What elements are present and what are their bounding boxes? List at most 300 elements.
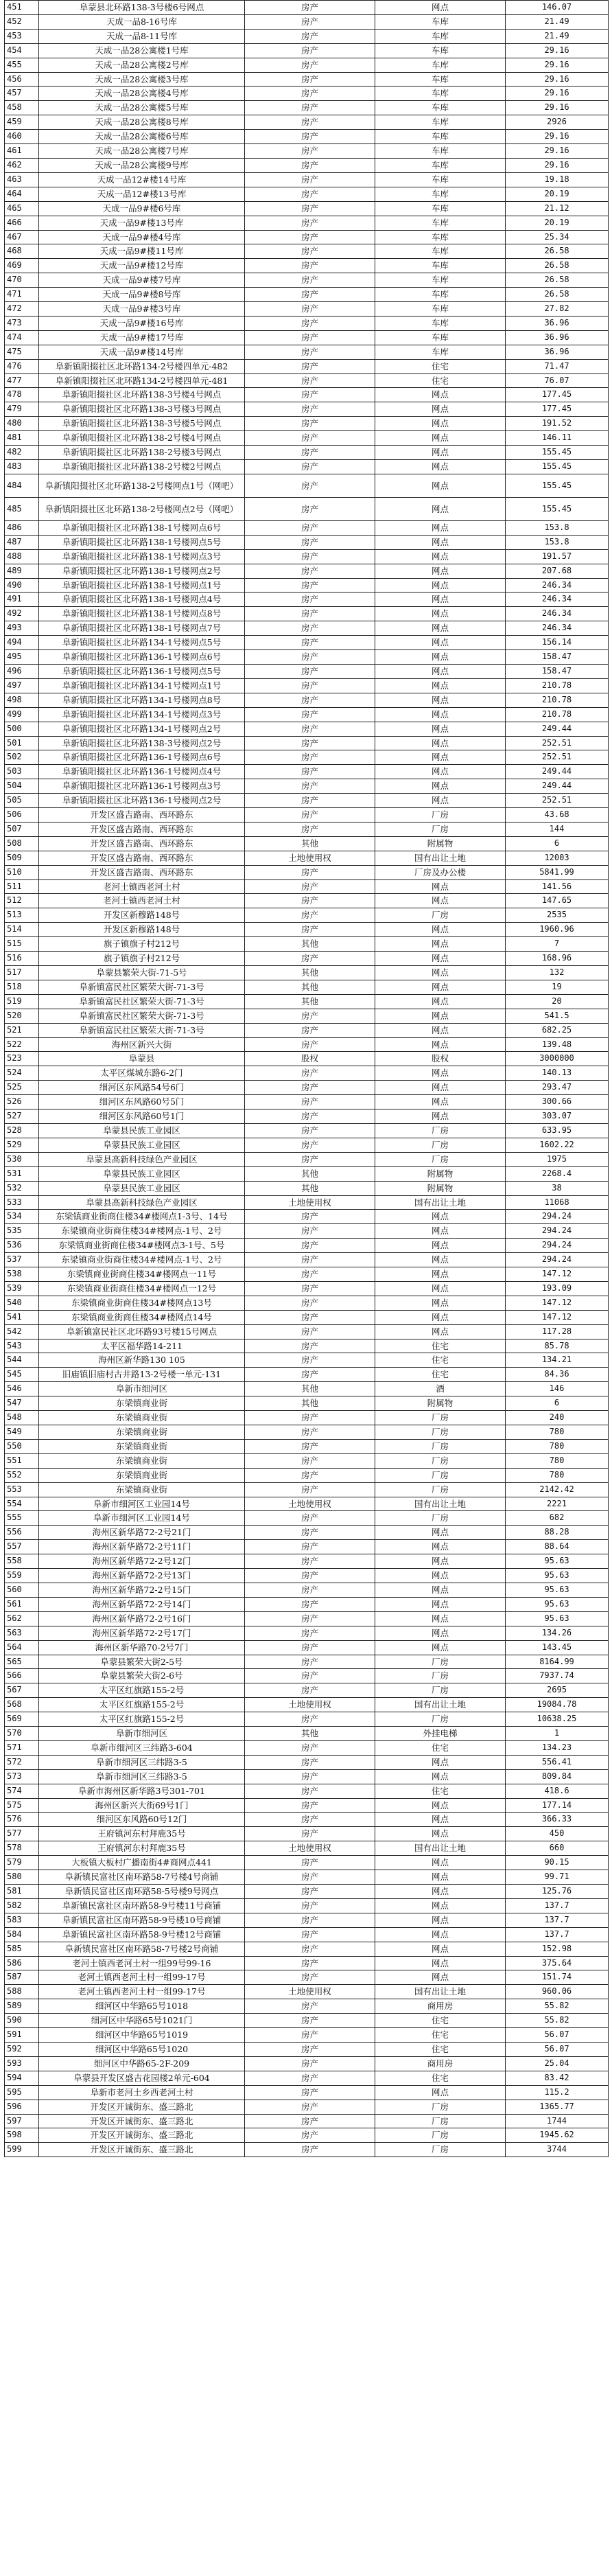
asset-location: 阜新镇民富社区南环路58-9号楼10号商铺 [39, 1913, 245, 1927]
row-number: 513 [5, 908, 39, 923]
row-number: 548 [5, 1411, 39, 1425]
asset-location: 开发区开诚街东、盛三路北 [39, 2100, 245, 2114]
row-number: 514 [5, 923, 39, 937]
table-row [5, 1611, 609, 1626]
asset-type: 房产 [245, 130, 375, 144]
row-number: 457 [5, 87, 39, 101]
asset-area: 95.63 [506, 1583, 609, 1597]
asset-area: 26.58 [506, 288, 609, 302]
asset-location: 王府镇河东村拜鹿35号 [39, 1841, 245, 1856]
row-number: 596 [5, 2100, 39, 2114]
asset-use: 网点 [375, 1281, 506, 1296]
asset-area: 780 [506, 1439, 609, 1453]
asset-location: 东梁镇商业街 [39, 1411, 245, 1425]
row-number: 535 [5, 1224, 39, 1239]
table-row [5, 980, 609, 994]
table-row [5, 1453, 609, 1468]
asset-use: 厂房 [375, 1453, 506, 1468]
table-row [5, 1640, 609, 1655]
asset-area: 26.58 [506, 244, 609, 259]
asset-location: 开发区盛吉路南、西环路东 [39, 822, 245, 836]
asset-location: 天成一品9#楼6号库 [39, 201, 245, 216]
row-number: 452 [5, 14, 39, 29]
asset-type: 房产 [245, 1885, 375, 1899]
asset-use: 网点 [375, 966, 506, 980]
asset-area: 21.12 [506, 201, 609, 216]
asset-area: 2535 [506, 908, 609, 923]
asset-use: 国有出让土地 [375, 1195, 506, 1210]
row-number: 524 [5, 1066, 39, 1081]
asset-type: 房产 [245, 302, 375, 317]
table-row [5, 1353, 609, 1368]
table-row [5, 1023, 609, 1037]
asset-area: 158.47 [506, 650, 609, 665]
asset-location: 海州区新华路72-2号14门 [39, 1597, 245, 1611]
table-row [5, 894, 609, 908]
row-number: 534 [5, 1210, 39, 1224]
row-number: 496 [5, 664, 39, 678]
asset-use: 车库 [375, 115, 506, 130]
table-row [5, 29, 609, 43]
asset-type: 房产 [245, 373, 375, 388]
asset-use: 网点 [375, 621, 506, 636]
asset-type: 其他 [245, 836, 375, 851]
asset-use: 网点 [375, 779, 506, 794]
asset-location: 太平区煤城东路6-2门 [39, 1066, 245, 1081]
asset-use: 国有出让土地 [375, 1497, 506, 1511]
asset-use: 商用房 [375, 2056, 506, 2071]
asset-type: 房产 [245, 1870, 375, 1885]
asset-use: 厂房 [375, 1411, 506, 1425]
asset-use: 厂房 [375, 808, 506, 823]
row-number: 538 [5, 1267, 39, 1282]
table-row [5, 593, 609, 607]
row-number: 567 [5, 1683, 39, 1698]
row-number: 525 [5, 1081, 39, 1095]
row-number: 460 [5, 130, 39, 144]
asset-type: 房产 [245, 144, 375, 159]
asset-area: 177.14 [506, 1798, 609, 1813]
asset-area: 95.63 [506, 1569, 609, 1583]
asset-use: 网点 [375, 707, 506, 722]
asset-area: 252.51 [506, 736, 609, 750]
table-row [5, 765, 609, 779]
asset-location: 细河区东风路60号12门 [39, 1813, 245, 1827]
asset-type: 房产 [245, 678, 375, 693]
row-number: 516 [5, 952, 39, 966]
row-number: 565 [5, 1655, 39, 1669]
asset-type: 房产 [245, 722, 375, 736]
asset-location: 阜新镇阳掇社区北环路138-3号楼网点2号 [39, 736, 245, 750]
row-number: 582 [5, 1898, 39, 1913]
asset-table-body [5, 1, 609, 2157]
asset-area: 293.47 [506, 1081, 609, 1095]
asset-type: 房产 [245, 693, 375, 707]
asset-location: 东梁镇商业街 [39, 1453, 245, 1468]
row-number: 474 [5, 330, 39, 345]
asset-type: 房产 [245, 1856, 375, 1870]
asset-area: 143.45 [506, 1640, 609, 1655]
asset-type: 房产 [245, 43, 375, 58]
asset-area: 55.82 [506, 1999, 609, 2014]
asset-use: 网点 [375, 417, 506, 431]
row-number: 470 [5, 273, 39, 288]
asset-location: 太平区红旗路155-2号 [39, 1712, 245, 1727]
asset-type: 房产 [245, 664, 375, 678]
table-row [5, 2028, 609, 2043]
asset-area: 780 [506, 1453, 609, 1468]
asset-type: 房产 [245, 765, 375, 779]
asset-area: 246.34 [506, 607, 609, 621]
asset-type: 房产 [245, 750, 375, 765]
table-row [5, 373, 609, 388]
asset-location: 旗子镇旗子村212号 [39, 952, 245, 966]
asset-type: 房产 [245, 1913, 375, 1927]
asset-type: 其他 [245, 994, 375, 1009]
asset-location: 东梁镇商业街商住楼34#楼网点一11号 [39, 1267, 245, 1282]
asset-type: 房产 [245, 1095, 375, 1109]
asset-location: 阜新镇阳掇社区北环路138-1号楼网点4号 [39, 593, 245, 607]
asset-location: 阜新镇民富社区南环路58-9号楼12号商铺 [39, 1927, 245, 1942]
row-number: 568 [5, 1698, 39, 1712]
table-row [5, 2042, 609, 2056]
asset-location: 天成一品28公寓楼2号库 [39, 58, 245, 72]
asset-use: 网点 [375, 736, 506, 750]
asset-use: 网点 [375, 1755, 506, 1769]
asset-type: 房产 [245, 1468, 375, 1482]
row-number: 572 [5, 1755, 39, 1769]
asset-use: 网点 [375, 1296, 506, 1310]
asset-area: 7 [506, 937, 609, 952]
row-number: 550 [5, 1439, 39, 1453]
table-row [5, 417, 609, 431]
asset-area: 84.36 [506, 1368, 609, 1382]
asset-type: 房产 [245, 1554, 375, 1569]
row-number: 566 [5, 1669, 39, 1683]
asset-area: 375.64 [506, 1956, 609, 1970]
asset-area: 6 [506, 1396, 609, 1411]
asset-area: 177.45 [506, 402, 609, 417]
table-row [5, 1239, 609, 1253]
table-row [5, 1813, 609, 1827]
asset-location: 天成一品28公寓楼8号库 [39, 115, 245, 130]
asset-use: 附属物 [375, 1166, 506, 1181]
table-row [5, 1827, 609, 1841]
asset-location: 细河区东风路54号6门 [39, 1081, 245, 1095]
asset-type: 房产 [245, 564, 375, 578]
row-number: 479 [5, 402, 39, 417]
asset-location: 天成一品9#楼11号库 [39, 244, 245, 259]
asset-use: 网点 [375, 1898, 506, 1913]
asset-type: 房产 [245, 2100, 375, 2114]
asset-location: 天成一品9#楼16号库 [39, 316, 245, 330]
asset-location: 天成一品9#楼3号库 [39, 302, 245, 317]
row-number: 476 [5, 359, 39, 373]
asset-use: 网点 [375, 1324, 506, 1339]
asset-use: 车库 [375, 130, 506, 144]
table-row [5, 2114, 609, 2128]
asset-location: 阜新镇民富社区南环路58-7号楼4号商铺 [39, 1870, 245, 1885]
table-row [5, 1095, 609, 1109]
asset-location: 阜蒙县 [39, 1052, 245, 1066]
asset-use: 厂房 [375, 1482, 506, 1497]
asset-use: 网点 [375, 593, 506, 607]
asset-location: 阜新镇阳掇社区北环路136-1号楼网点4号 [39, 765, 245, 779]
asset-type: 房产 [245, 1081, 375, 1095]
asset-location: 天成一品9#楼4号库 [39, 230, 245, 244]
table-row [5, 1497, 609, 1511]
asset-type: 房产 [245, 1224, 375, 1239]
asset-use: 网点 [375, 2085, 506, 2100]
table-row [5, 1468, 609, 1482]
asset-area: 155.45 [506, 474, 609, 497]
row-number: 455 [5, 58, 39, 72]
asset-location: 阜蒙县繁荣大街-71-5号 [39, 966, 245, 980]
asset-type: 房产 [245, 101, 375, 115]
table-row [5, 1396, 609, 1411]
table-row [5, 678, 609, 693]
row-number: 498 [5, 693, 39, 707]
asset-area: 147.12 [506, 1310, 609, 1324]
row-number: 554 [5, 1497, 39, 1511]
asset-table [4, 0, 609, 2157]
row-number: 579 [5, 1856, 39, 1870]
asset-use: 网点 [375, 794, 506, 808]
asset-location: 阜新镇富民社区北环路93号楼15号网点 [39, 1324, 245, 1339]
table-row [5, 144, 609, 159]
asset-location: 东梁镇商业街商住楼34#楼网点-1号、2号 [39, 1224, 245, 1239]
asset-location: 太平区红旗路155-2号 [39, 1683, 245, 1698]
asset-area: 19 [506, 980, 609, 994]
row-number: 551 [5, 1453, 39, 1468]
asset-use: 网点 [375, 1913, 506, 1927]
asset-type: 房产 [245, 593, 375, 607]
asset-use: 住宅 [375, 1368, 506, 1382]
asset-type: 房产 [245, 794, 375, 808]
row-number: 466 [5, 216, 39, 230]
row-number: 518 [5, 980, 39, 994]
row-number: 454 [5, 43, 39, 58]
asset-area: 1365.77 [506, 2100, 609, 2114]
asset-type: 房产 [245, 1827, 375, 1841]
asset-location: 细河区中华路65号1020 [39, 2042, 245, 2056]
asset-location: 海州区新华路72-2号13门 [39, 1569, 245, 1583]
asset-location: 天成一品9#楼13号库 [39, 216, 245, 230]
table-row [5, 1798, 609, 1813]
table-row [5, 1253, 609, 1267]
table-row [5, 1942, 609, 1956]
asset-type: 房产 [245, 1138, 375, 1152]
asset-location: 阜新镇富民社区繁荣大街-71-3号 [39, 1023, 245, 1037]
table-row [5, 966, 609, 980]
asset-area: 177.45 [506, 388, 609, 402]
asset-area: 137.7 [506, 1913, 609, 1927]
asset-type: 房产 [245, 1210, 375, 1224]
asset-area: 29.16 [506, 87, 609, 101]
asset-use: 车库 [375, 187, 506, 201]
asset-type: 房产 [245, 1339, 375, 1353]
table-row [5, 564, 609, 578]
row-number: 542 [5, 1324, 39, 1339]
asset-type: 房产 [245, 187, 375, 201]
row-number: 557 [5, 1540, 39, 1554]
asset-use: 车库 [375, 316, 506, 330]
asset-area: 99.71 [506, 1870, 609, 1885]
asset-type: 房产 [245, 1540, 375, 1554]
asset-area: 141.56 [506, 879, 609, 894]
asset-location: 阜蒙县民族工业园区 [39, 1138, 245, 1152]
asset-type: 房产 [245, 14, 375, 29]
row-number: 581 [5, 1885, 39, 1899]
table-row [5, 693, 609, 707]
row-number: 480 [5, 417, 39, 431]
asset-type: 房产 [245, 359, 375, 373]
row-number: 529 [5, 1138, 39, 1152]
asset-area: 191.57 [506, 549, 609, 564]
asset-type: 股权 [245, 1052, 375, 1066]
asset-location: 阜新镇阳掇社区北环路136-1号楼网点6号 [39, 750, 245, 765]
table-row [5, 1698, 609, 1712]
asset-type: 房产 [245, 1712, 375, 1727]
asset-area: 115.2 [506, 2085, 609, 2100]
asset-type: 房产 [245, 923, 375, 937]
asset-use: 车库 [375, 288, 506, 302]
row-number: 509 [5, 851, 39, 865]
table-row [5, 1138, 609, 1152]
asset-use: 厂房 [375, 1655, 506, 1669]
asset-use: 网点 [375, 952, 506, 966]
row-number: 469 [5, 259, 39, 273]
table-row [5, 2128, 609, 2143]
asset-type: 房产 [245, 288, 375, 302]
asset-use: 住宅 [375, 2028, 506, 2043]
table-row [5, 316, 609, 330]
asset-type: 房产 [245, 1324, 375, 1339]
asset-use: 网点 [375, 722, 506, 736]
asset-area: 1945.62 [506, 2128, 609, 2143]
asset-use: 厂房 [375, 1712, 506, 1727]
row-number: 598 [5, 2128, 39, 2143]
row-number: 523 [5, 1052, 39, 1066]
table-row [5, 1841, 609, 1856]
row-number: 574 [5, 1784, 39, 1798]
asset-use: 网点 [375, 1813, 506, 1827]
asset-use: 国有出让土地 [375, 1841, 506, 1856]
table-row [5, 664, 609, 678]
asset-location: 阜新市海州区新华路3号301-701 [39, 1784, 245, 1798]
asset-type: 房产 [245, 1583, 375, 1597]
asset-use: 网点 [375, 535, 506, 549]
asset-area: 7937.74 [506, 1669, 609, 1683]
row-number: 511 [5, 879, 39, 894]
asset-type: 房产 [245, 1626, 375, 1640]
asset-use: 网点 [375, 1970, 506, 1985]
table-row [5, 14, 609, 29]
asset-location: 细河区中华路65号1018 [39, 1999, 245, 2014]
asset-area: 153.8 [506, 535, 609, 549]
asset-location: 阜新镇阳掇社区北环路136-1号楼网点2号 [39, 794, 245, 808]
table-row [5, 460, 609, 474]
asset-use: 网点 [375, 765, 506, 779]
asset-location: 老河土镇西老河土村一组99-17号 [39, 1985, 245, 1999]
asset-area: 134.26 [506, 1626, 609, 1640]
asset-type: 房产 [245, 1037, 375, 1052]
asset-type: 房产 [245, 446, 375, 460]
asset-use: 网点 [375, 937, 506, 952]
asset-location: 天成一品28公寓楼3号库 [39, 72, 245, 87]
asset-area: 1602.22 [506, 1138, 609, 1152]
table-row [5, 72, 609, 87]
asset-location: 细河区东风路60号5门 [39, 1095, 245, 1109]
asset-location: 阜新镇阳掇社区北环路138-2号楼网点1号（网吧） [39, 474, 245, 497]
asset-type: 房产 [245, 402, 375, 417]
asset-type: 房产 [245, 822, 375, 836]
asset-location: 老河土镇西老河土村 [39, 894, 245, 908]
asset-use: 外挂电梯 [375, 1727, 506, 1741]
asset-location: 开发区开诚街东、盛三路北 [39, 2114, 245, 2128]
table-row [5, 2085, 609, 2100]
asset-area: 960.06 [506, 1985, 609, 1999]
asset-type: 房产 [245, 2071, 375, 2085]
asset-location: 东梁镇商业街 [39, 1396, 245, 1411]
row-number: 537 [5, 1253, 39, 1267]
row-number: 451 [5, 1, 39, 15]
table-row [5, 359, 609, 373]
row-number: 559 [5, 1569, 39, 1583]
asset-type: 房产 [245, 1769, 375, 1784]
asset-area: 29.16 [506, 130, 609, 144]
asset-type: 房产 [245, 607, 375, 621]
asset-area: 152.98 [506, 1942, 609, 1956]
asset-use: 网点 [375, 1885, 506, 1899]
asset-use: 车库 [375, 345, 506, 359]
table-row [5, 1569, 609, 1583]
asset-area: 418.6 [506, 1784, 609, 1798]
asset-location: 开发区盛吉路南、西环路东 [39, 808, 245, 823]
asset-use: 住宅 [375, 2042, 506, 2056]
asset-area: 25.04 [506, 2056, 609, 2071]
asset-use: 厂房 [375, 2143, 506, 2157]
asset-use: 国有出让土地 [375, 851, 506, 865]
asset-type: 其他 [245, 937, 375, 952]
asset-type: 房产 [245, 1798, 375, 1813]
asset-use: 车库 [375, 216, 506, 230]
table-row [5, 1999, 609, 2014]
asset-use: 住宅 [375, 1784, 506, 1798]
asset-use: 住宅 [375, 1353, 506, 1368]
asset-type: 土地使用权 [245, 851, 375, 865]
row-number: 491 [5, 593, 39, 607]
asset-type: 房产 [245, 1655, 375, 1669]
row-number: 532 [5, 1181, 39, 1195]
asset-type: 房产 [245, 1281, 375, 1296]
asset-location: 阜新市细河区三纬路3-5 [39, 1769, 245, 1784]
asset-use: 网点 [375, 564, 506, 578]
asset-area: 2221 [506, 1497, 609, 1511]
asset-area: 21.49 [506, 14, 609, 29]
asset-type: 房产 [245, 535, 375, 549]
row-number: 540 [5, 1296, 39, 1310]
asset-area: 1975 [506, 1152, 609, 1166]
asset-type: 房产 [245, 417, 375, 431]
asset-area: 191.52 [506, 417, 609, 431]
row-number: 599 [5, 2143, 39, 2157]
asset-use: 网点 [375, 894, 506, 908]
row-number: 590 [5, 2014, 39, 2028]
row-number: 475 [5, 345, 39, 359]
asset-type: 土地使用权 [245, 1698, 375, 1712]
row-number: 494 [5, 636, 39, 650]
